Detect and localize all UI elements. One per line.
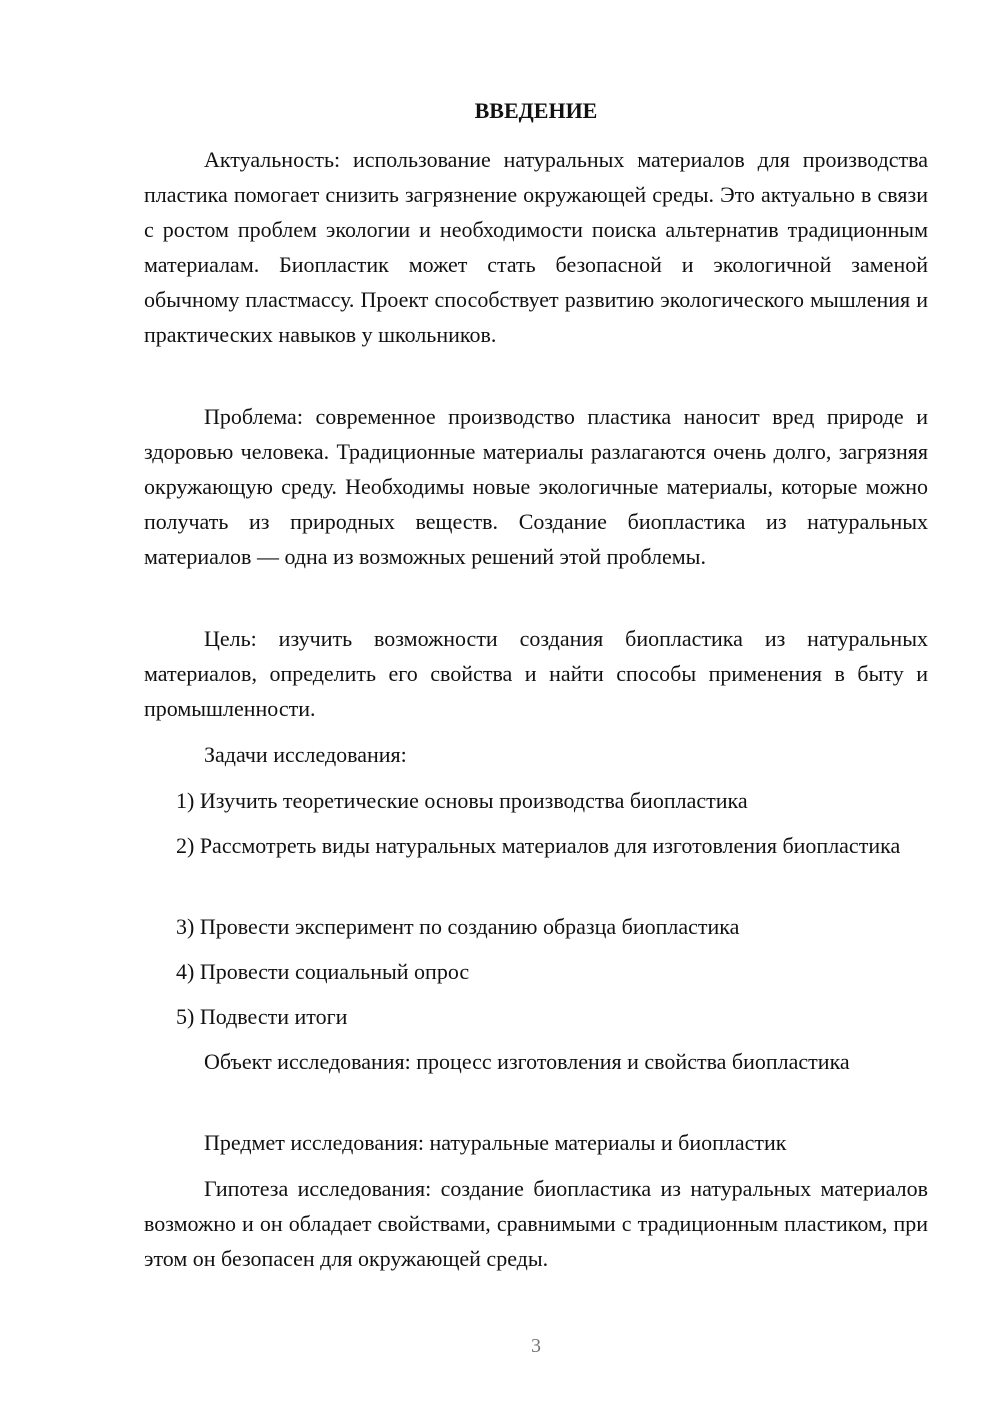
task-item-1: 1) Изучить теоретические основы производства биопластика	[176, 788, 748, 813]
task-item-2: 2) Рассмотреть виды натуральных материалов для изготовления биопластика	[176, 833, 901, 858]
task-item-5: 5) Подвести итоги	[176, 1004, 348, 1029]
page-number: 3	[531, 1335, 541, 1357]
problem-paragraph: Проблема: современное производство пластика наносит вред природе и здоровью человека. Традиционные материалы разлагаются очень долго, загрязняя окружающую среду. Необходимы новые экологичные материалы, которые можно получать из природных веществ. Создание биопластика из натуральных материалов — одна из возможных решений этой проблемы.	[144, 404, 928, 569]
task-item-3: 3) Провести эксперимент по созданию образца биопластика	[176, 914, 740, 939]
object-paragraph: Объект исследования: процесс изготовления и свойства биопластика	[204, 1049, 850, 1074]
hypothesis-paragraph: Гипотеза исследования: создание биопластика из натуральных материалов возможно и он обладает свойствами, сравнимыми с традиционным пластиком, при этом он безопасен для окружающей среды.	[144, 1176, 928, 1271]
subject-paragraph: Предмет исследования: натуральные материалы и биопластик	[204, 1130, 787, 1155]
relevance-paragraph: Актуальность: использование натуральных материалов для производства пластика помогает снизить загрязнение окружающей среды. Это актуально в связи с ростом проблем экологии и необходимости поиска альтернатив традиционным материалам. Биопластик может стать безопасной и экологичной заменой обычному пластмассу. Проект способствует развитию экологического мышления и практических навыков у школьников.	[144, 147, 928, 347]
page-title: ВВЕДЕНИЕ	[474, 98, 598, 123]
task-item-4: 4) Провести социальный опрос	[176, 959, 470, 984]
tasks-heading: Задачи исследования:	[204, 742, 407, 767]
goal-paragraph: Цель: изучить возможности создания биопластика из натуральных материалов, определить его свойства и найти способы применения в быту и промышленности.	[144, 626, 928, 721]
